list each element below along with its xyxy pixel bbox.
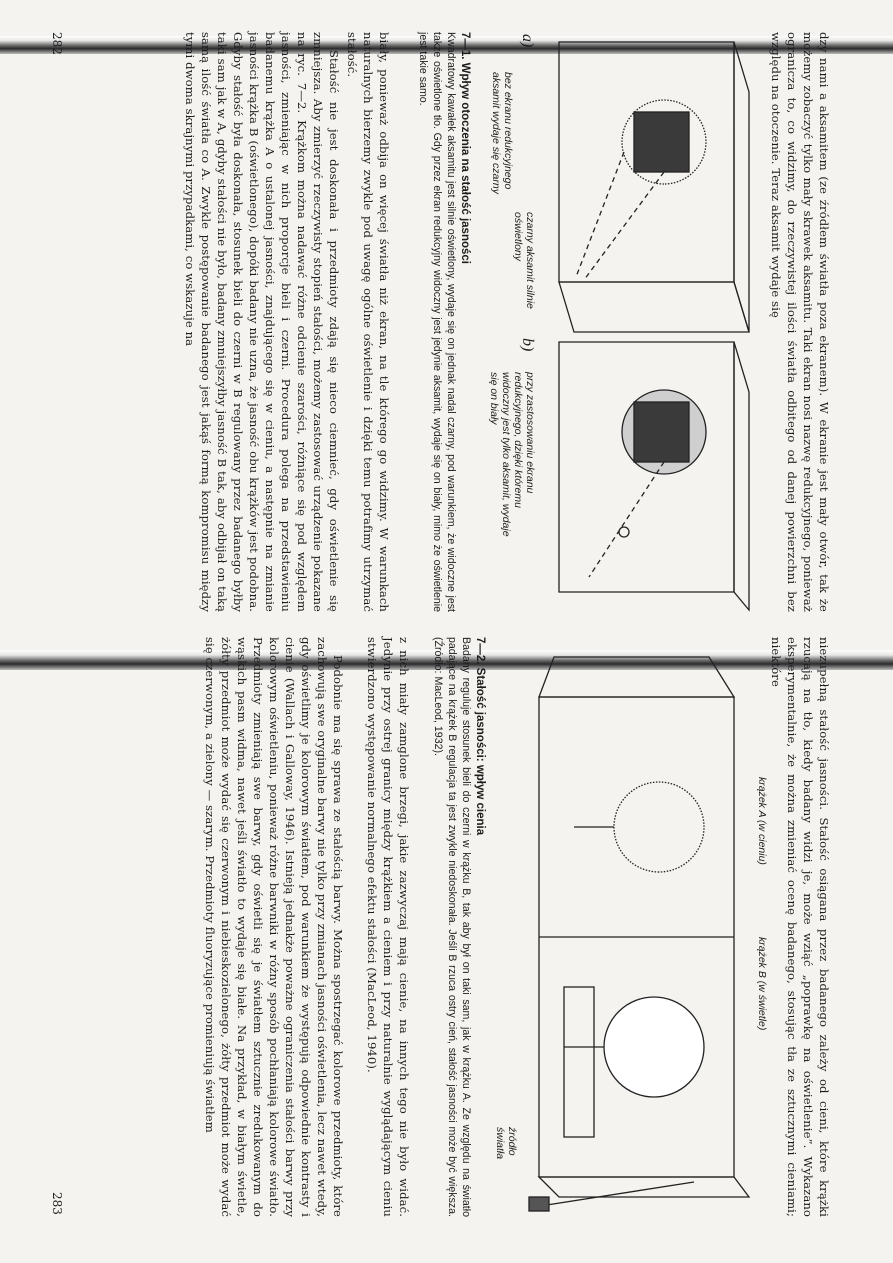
figure-tag-a: a) (519, 34, 536, 48)
caption-title: 7—2. Stałość jasności: wpływ cienia (474, 637, 486, 836)
velvet-square-b (634, 402, 689, 462)
caption-body: Badany reguluje stosunek bieli do czerni w krążku B, tak aby był on taki sam, jak w krążku A. Ze względu na światło padające na krążek B regulacja ta jest zwykle niedoskonała. Jeśli B rzuca ostry cień, stałość jasności może być większa. (Źródło: MacLeod, 1932). (432, 637, 472, 1217)
velvet-square-a (634, 112, 689, 172)
intro-paragraph: niezupełną stałość jasności. Stałość osiągana przez badanego zależy od cieni, które krążki rzucają na tło, kiedy badany widzi je, może wziąć „poprawkę na oświetlenie”. Wykazano eksperymentalnie, że można zmieniać ocenę badanego, stosując tła ze sztucznymi cieniami; niektóre (769, 637, 831, 1217)
label-with-screen: przy zastosowaniu ekranu redukcyjnego, dzięki któremu widoczny jest tylko aksamit, wydaje się on biały (488, 372, 536, 537)
disc-a (614, 782, 704, 872)
caption-body: Kwadratowy kawałek aksamitu jest silnie oświetlony, wydaje się on jednak nadal czarny, pod warunkiem, że widoczne jest także oświetlone tło. Gdy przez ekran redukcyjny widoczny jest jedynie aksamit, wydaje się on biały, mimo że oświetlenie jest takie samo. (417, 32, 457, 612)
intro-paragraph: dzy nami a aksamitem (ze źródłem światła poza ekranem). W ekranie jest mały otwór, tak że możemy zobaczyć tylko mały skrawek aksamitu. Taki ekran nosi nazwę redukcyjnego, ponieważ ogranicza to, co widzimy, do rzeczywistej ilości światła odbitego od danej powierzchni bez względu na otoczenie. Teraz aksamit wydaje się (769, 32, 831, 612)
page-283-content (52, 637, 832, 1217)
label-black-velvet: czarny aksamit silnie oświetlony (512, 212, 536, 309)
figure-tag-b: b) (519, 338, 536, 352)
caption-7-2 (431, 637, 487, 1217)
paragraph-1: biały, ponieważ odbija on więcej światła niż ekran, na tle którego go widzimy. W warunkach naturalnych bierzemy zwykle pod uwagę ogólne oświetlenie i dzięki temu potrafimy utrzymać stałość. (345, 32, 391, 612)
figure-7-1 (544, 32, 754, 612)
page-number: 282 (50, 32, 64, 55)
label-disc-b: krążek B (w świetle) (756, 937, 768, 1031)
paragraph-2: Podobnie ma się sprawa ze stałością barwy. Można spostrzegać kolorowe przedmioty, które zachowują swe oryginalne barwy nie tylko przy zmianach jasności oświetlenia, lecz nawet wtedy, gdy oświetlimy je kolorowym światłem, pod warunkiem że występują odpowiednie kontrasty i cienie (Wallach i Galloway, 1946). Istnieją jednakże poważne ograniczenia stałości barwy przy kolorowym oświetleniu, ponieważ różne barwniki w różny sposób pochłaniają kolorowe światło. Przedmioty zmieniają swe barwy, gdy oświetli się je światłem sztucznie zredukowanym do wąskich pasm widma, nawet jeśli światło to wydaje się białe. Na przykład, w białym świetle, żółty przedmiot może wydać się czerwonym i niebieskozielonego, żółty przedmiot może wydać się czerwonym, a zielony — szarym. Przedmioty fluoryzujące promieniują światłem (203, 637, 345, 1217)
caption-title: 7—1. Wpływ otoczenia na stałość jasności (459, 32, 471, 264)
disc-b (604, 997, 704, 1097)
caption-7-1 (416, 32, 472, 612)
page-number: 283 (50, 1192, 64, 1215)
figure-7-2 (524, 637, 754, 1217)
paragraph-2: Stałość nie jest doskonała i przedmioty zdają się nieco ciemnieć, gdy oświetlenie się zmniejsza. Aby zmierzyć rzeczywisty stopień stałości, możemy zastosować urządzenie pokazane na ryc. 7—2. Krążkom można nadawać różne odcienie szarości, różniące się pod względem jasności, zmieniając w nich proporcje bieli i czerni. Procedura polega na przedstawieniu badanemu krążka A o ustalonej jasności, znajdującego się w cieniu, a następnie na zmianie jasności krążka B (oświetlonego), dopóki badany nie uzna, że jasność obu krążków jest podobna. Gdyby stałość była doskonała, stosunek bieli do czerni w B regulowany przez badanego byłby taki sam jak w A, gdyby stałości nie było, badany zmniejszyłby jasność B tak, aby odbijał on taką samą ilość światła co A. Zwykle postępowanie badanego jest jakąś formą kompromisu między tymi dwoma skrajnymi przypadkami, co wskazuje na (183, 32, 341, 612)
label-light-source: źródło światła (494, 1127, 518, 1160)
label-without-screen: bez ekranu redukcyjnego aksamit wydaje się czarny (490, 72, 514, 194)
page-282-content (52, 32, 832, 612)
paragraph-1: z nich miały zamglone brzegi, jakie zazwyczaj mają cienie, na innych tego nie było widać. Jedynie przy ostrej granicy między krążkiem a cieniem i przy naturalnie wyglądającym cieniu stwierdzono występowanie normalnego efektu stałości (MacLeod, 1940). (365, 637, 411, 1217)
label-disc-a: krążek A (w cieniu) (756, 777, 768, 865)
